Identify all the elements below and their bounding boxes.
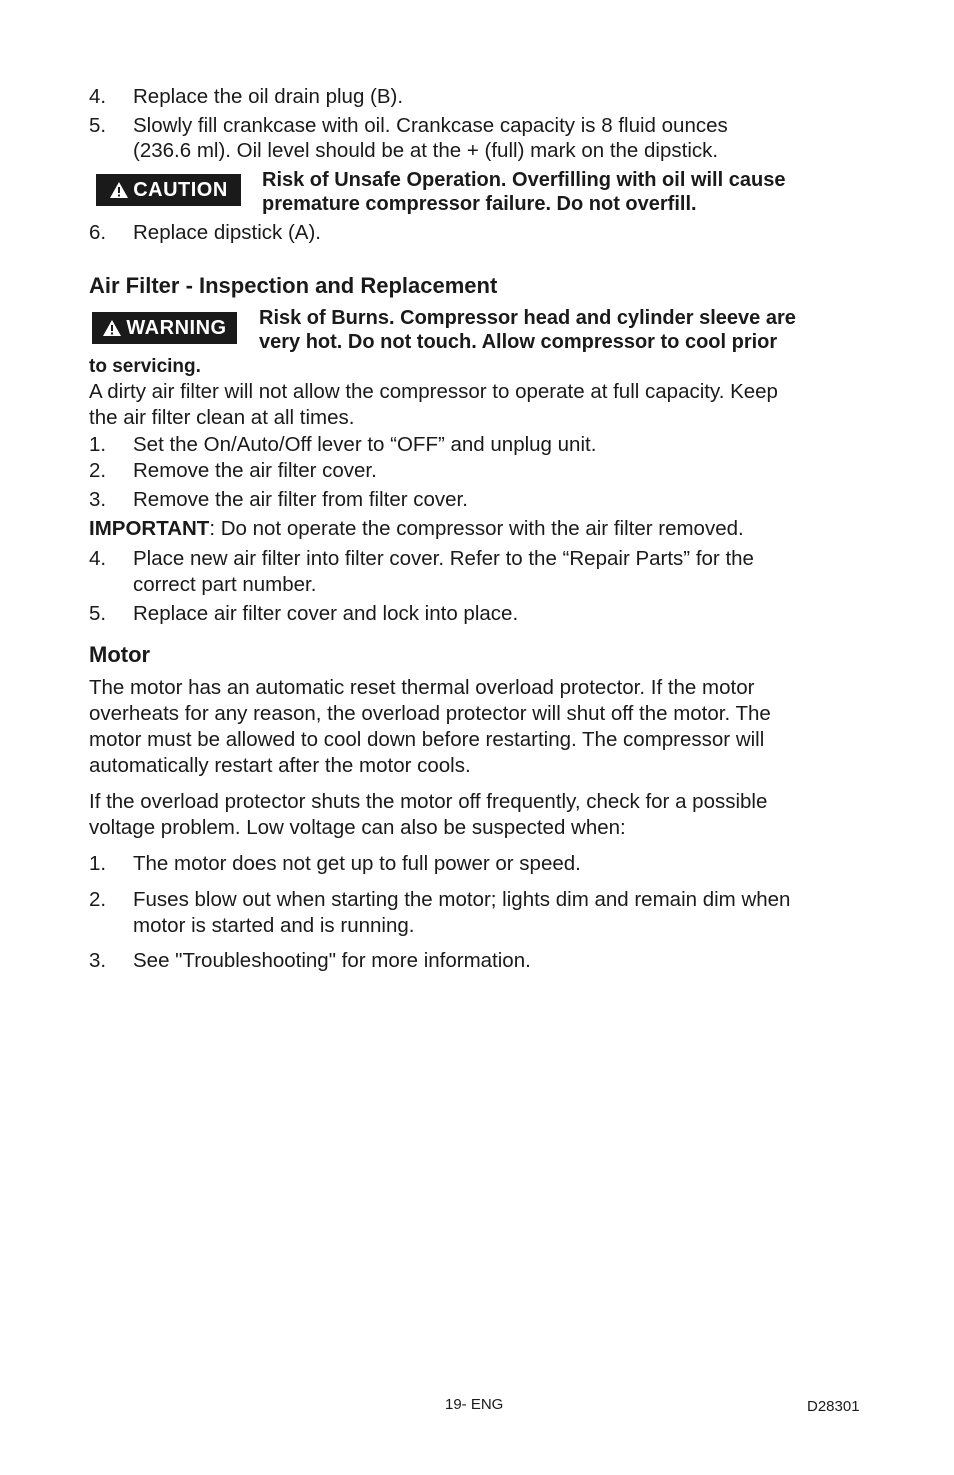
caution-line2: premature compressor failure. Do not overfill.	[262, 193, 697, 215]
warning-line1: Risk of Burns. Compressor head and cylinder sleeve are	[259, 307, 796, 329]
air-filter-intro-line2: the air filter clean at all times.	[89, 406, 355, 429]
motor-step-1: The motor does not get up to full power or speed.	[133, 852, 581, 875]
caution-line1: Risk of Unsafe Operation. Overfilling with oil will cause	[262, 169, 786, 191]
warning-line2: very hot. Do not touch. Allow compressor to cool prior	[259, 331, 778, 353]
step-number: 5.	[89, 114, 107, 137]
caution-label-text: CAUTION	[133, 178, 228, 201]
air-filter-step-2: Remove the air filter cover.	[133, 459, 377, 482]
oil-step-5-line2: (236.6 ml). Oil level should be at the + (full) mark on the dipstick.	[133, 139, 719, 162]
air-filter-step-4-line2: correct part number.	[133, 573, 317, 596]
air-filter-intro-line1: A dirty air filter will not allow the compressor to operate at full capacity. Keep	[89, 380, 778, 403]
step-number: 3.	[89, 488, 107, 511]
warning-triangle-icon	[109, 181, 129, 199]
motor-para1-line4: automatically restart after the motor cools.	[89, 754, 471, 777]
step-number: 5.	[89, 602, 107, 625]
important-label: IMPORTANT	[89, 517, 210, 540]
motor-step-3: See "Troubleshooting" for more information.	[133, 949, 531, 972]
important-note	[89, 516, 744, 542]
oil-step-4-text: Replace the oil drain plug (B).	[133, 85, 404, 108]
step-number: 6.	[89, 221, 107, 244]
document-code: D28301	[807, 1398, 860, 1415]
motor-para1-line3: motor must be allowed to cool down before restarting. The compressor will	[89, 728, 765, 751]
oil-step-6-text: Replace dipstick (A).	[133, 221, 321, 244]
air-filter-step-1: Set the On/Auto/Off lever to “OFF” and unplug unit.	[133, 433, 597, 456]
motor-para2-line2: voltage problem. Low voltage can also be suspected when:	[89, 816, 626, 839]
air-filter-step-4-line1: Place new air filter into filter cover. Refer to the “Repair Parts” for the	[133, 547, 754, 570]
step-number: 4.	[89, 85, 107, 108]
warning-label-text: WARNING	[126, 316, 227, 339]
oil-step-5-line1: Slowly fill crankcase with oil. Crankcase capacity is 8 fluid ounces	[133, 114, 728, 137]
warning-label	[92, 312, 237, 344]
step-number: 3.	[89, 949, 107, 972]
motor-heading: Motor	[89, 642, 151, 667]
motor-para1-line1: The motor has an automatic reset thermal overload protector. If the motor	[89, 676, 755, 699]
caution-label	[96, 174, 241, 206]
step-number: 2.	[89, 459, 107, 482]
motor-step-2-line1: Fuses blow out when starting the motor; lights dim and remain dim when	[133, 888, 791, 911]
important-text: : Do not operate the compressor with the air filter removed.	[209, 517, 744, 540]
page-number: 19- ENG	[445, 1396, 504, 1413]
air-filter-step-3: Remove the air filter from filter cover.	[133, 488, 468, 511]
step-number: 1.	[89, 852, 107, 875]
warning-tail: to servicing.	[89, 356, 201, 377]
motor-para1-line2: overheats for any reason, the overload protector will shut off the motor. The	[89, 702, 771, 725]
step-number: 2.	[89, 888, 107, 911]
air-filter-step-5: Replace air filter cover and lock into place.	[133, 602, 519, 625]
motor-para2-line1: If the overload protector shuts the motor off frequently, check for a possible	[89, 790, 768, 813]
step-number: 4.	[89, 547, 107, 570]
motor-step-2-line2: motor is started and is running.	[133, 914, 415, 937]
warning-triangle-icon	[102, 319, 122, 337]
step-number: 1.	[89, 433, 107, 456]
air-filter-heading: Air Filter - Inspection and Replacement	[89, 273, 498, 298]
